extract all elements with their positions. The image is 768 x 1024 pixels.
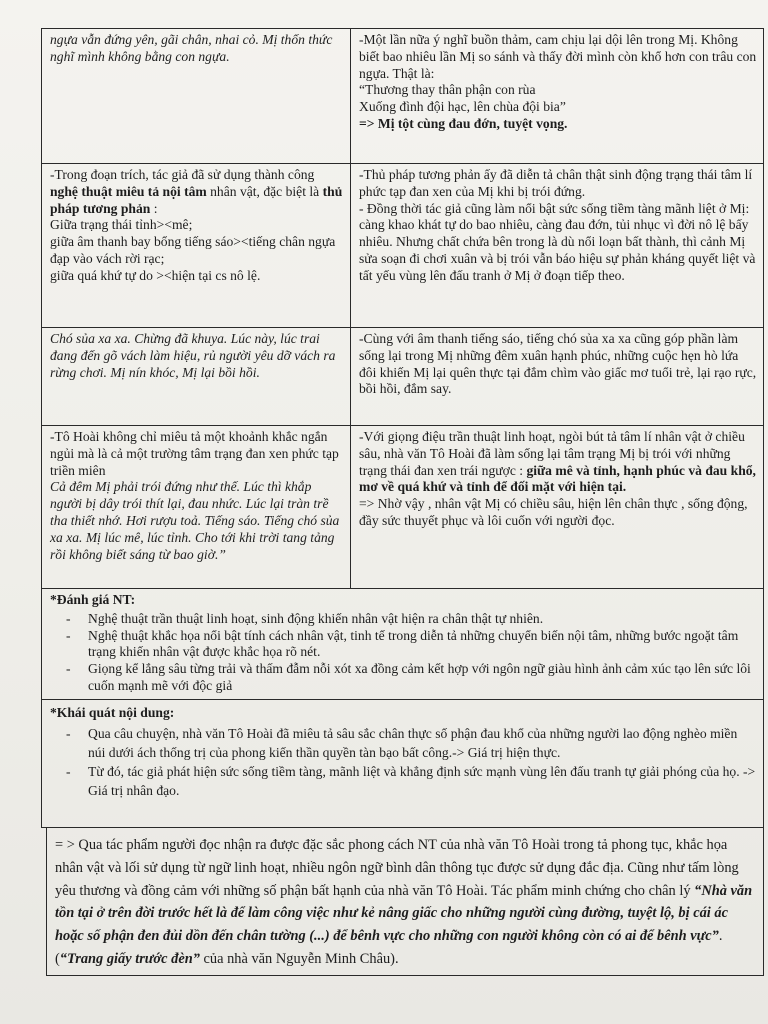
evaluation-heading: *Đánh giá NT: (50, 592, 136, 607)
excerpt-quote: Cả đêm Mị phải trói đứng như thế. Lúc thì khắp người bị dây trói thít lại, đau nhức. Lúc lại tràn trề tha thiết nhớ. Hơi rượu toả. Tiếng sáo. Tiếng chó sủa xa xa. Mị lúc mê, lúc tỉnh. Cho tới khi trời tang tảng rồi không biết sáng từ bao giờ.” (50, 479, 340, 562)
analysis-text: -Thủ pháp tương phản ấy đã diễn tả chân thật sinh động trạng thái tâm lí phức tạp đan xen của Mị khi bị trói đứng. (359, 167, 753, 199)
technique-cell (42, 164, 351, 328)
content-list (50, 724, 757, 800)
technique-text: nhân vật, đặc biệt là (206, 183, 323, 199)
analysis-cell (351, 29, 764, 164)
content-heading: *Khái quát nội dung: (50, 704, 175, 720)
analysis-cell (351, 164, 764, 328)
table-row (42, 29, 764, 164)
conclusion-quote: “Nhà văn tồn tại ở trên đời trước hết là để làm công việc như kẻ nâng giấc cho những người cùng đường, tuyệt lộ, bị cái ác hoặc số phận đen đủi dồn đến chân tường (...) để bênh vực cho những con người không còn có ai để bênh vực” (55, 882, 753, 945)
technique-emphasis: nghệ thuật miêu tả nội tâm (50, 183, 207, 199)
analysis-conclusion: => Mị tột cùng đau đớn, tuyệt vọng. (359, 115, 568, 131)
list-item: - Từ đó, tác giả phát hiện sức sống tiềm tàng, mãnh liệt và khẳng định sức mạnh vùng lên đấu tranh tự giải phóng của họ. -> Giá trị nhân đạo. (88, 762, 757, 800)
evaluation-list (50, 611, 757, 695)
analysis-emphasis: giữa mê và tỉnh, hạnh phúc và đau khổ, mơ về quá khứ và tỉnh để đối mặt với hiện tại. (359, 462, 756, 495)
table-row (42, 589, 764, 700)
excerpt-cell: Chó sủa xa xa. Chừng đã khuya. Lúc này, lúc trai đang đến gõ vách làm hiệu, rủ người yêu dỡ vách ra rừng chơi. Mị nín khóc, Mị lại bồi hồi. (42, 328, 351, 426)
conclusion-work-title: “Trang giấy trước đèn” (59, 950, 200, 967)
conclusion-text: của nhà văn Nguyễn Minh Châu). (199, 950, 399, 967)
excerpt-intro: -Tô Hoài không chỉ miêu tả một khoảnh khắc ngắn ngủi mà là cả một trường tâm trạng đan xen phức tạp triền miên (50, 429, 339, 478)
table-row (42, 699, 764, 827)
technique-text: -Trong đoạn trích, tác giả đã sử dụng thành công (50, 167, 315, 182)
analysis-text: - Đồng thời tác giả cũng làm nổi bật sức sống tiềm tàng mãnh liệt ở Mị: càng khao khát tự do bao nhiêu, càng đau đớn, tủi nhục vì đời nô lệ bấy nhiêu. Nhưng chất chứa bên trong là dù nổi loạn bất thành, thì cảnh Mị sửa soạn đi chơi xuân và bị trói vẫn báo hiệu sự phản kháng quyết liệt và tất yếu vùng lên đấu tranh ở Mị ở đoạn tiếp theo. (359, 200, 756, 283)
analysis-table (41, 28, 764, 828)
contrast-line: giữa quá khứ tự do ><hiện tại cs nô lệ. (50, 267, 261, 283)
contrast-line: giữa âm thanh bay bổng tiếng sáo><tiếng chân ngựa đạp vào vách rời rạc; (50, 234, 336, 266)
verse-line: Xuống đình đội hạc, lên chùa đội bia” (359, 99, 566, 115)
list-item: - Giọng kể lắng sâu từng trải và thấm đẫm nỗi xót xa đồng cảm kết hợp với ngôn ngữ giàu hình ảnh cảm xúc tạo lên sức lôi cuốn mạnh mẽ với độc giả (88, 661, 757, 695)
conclusion-paragraph (46, 828, 764, 976)
list-item: - Nghệ thuật trần thuật linh hoạt, sinh động khiến nhân vật hiện ra chân thật tự nhiên. (88, 611, 757, 628)
table-row (42, 164, 764, 328)
conclusion-text: = > Qua tác phẩm người đọc nhận ra được đặc sắc phong cách NT của nhà văn Tô Hoài trong tả phong tục, khắc họa nhân vật và lối sử dụng từ ngữ linh hoạt, nhiều ngôn ngữ bình dân thông tục được sử dụng đắc địa. Cũng như tấm lòng yêu thương và đồng cảm với những số phận bất hạnh của nhà văn Tô Hoài. Tác phẩm minh chứng cho chân lý (55, 837, 739, 899)
list-item: - Qua câu chuyện, nhà văn Tô Hoài đã miêu tả sâu sắc chân thực số phận đau khổ của những người lao động nghèo miền núi dưới ách thống trị của phong kiến thần quyền tàn bạo bất công.-> Giá trị hiện thực. (88, 724, 757, 762)
table-row (42, 426, 764, 589)
analysis-text: -Một lần nữa ý nghĩ buồn thảm, cam chịu lại dội lên trong Mị. Không biết bao nhiêu lần Mị so sánh và thấy đời mình còn khổ hơn con trâu con ngựa. Thật là: (359, 32, 757, 81)
analysis-cell: -Cùng với âm thanh tiếng sáo, tiếng chó sủa xa xa cũng góp phần làm sống lại trong Mị những đêm xuân hạnh phúc, những cuộc hẹn hò lứa đôi khiến Mị lại quên thực tại đắm chìm vào giấc mơ tuổi trẻ, lại rạo rực, bồi hồi, đắm say. (351, 328, 764, 426)
verse-line: “Thương thay thân phận con rùa (359, 82, 536, 98)
analysis-cell (351, 426, 764, 589)
excerpt-cell (42, 426, 351, 589)
analysis-conclusion: => Nhờ vậy , nhân vật Mị có chiều sâu, hiện lên chân thực , sống động, đầy sức thuyết phục và lôi cuốn với người đọc. (359, 496, 748, 528)
table-row (42, 328, 764, 426)
analysis-text: -Với giọng điệu trần thuật linh hoạt, ngòi bút tả tâm lí nhân vật ở chiều sâu, nhà văn Tô Hoài đã làm sống lại tâm trạng Mị bị trói với những trạng thái đan xen trái ngược : (359, 429, 745, 478)
technique-emphasis: thủ pháp tương phản (50, 183, 343, 216)
list-item: - Nghệ thuật khắc họa nổi bật tính cách nhân vật, tinh tế trong diễn tả những chuyển biến nội tâm, những bước ngoặt tâm trạng khiến nhân vật được khắc họa rõ nét. (88, 628, 757, 662)
content-section (42, 699, 764, 827)
contrast-line: Giữa trạng thái tỉnh><mê; (50, 217, 193, 233)
excerpt-cell: ngựa vẫn đứng yên, gãi chân, nhai cỏ. Mị thốn thức nghĩ mình không bằng con ngựa. (42, 29, 351, 164)
evaluation-section (42, 589, 764, 700)
technique-text: : (150, 200, 158, 216)
conclusion-text: . ( (55, 928, 723, 967)
